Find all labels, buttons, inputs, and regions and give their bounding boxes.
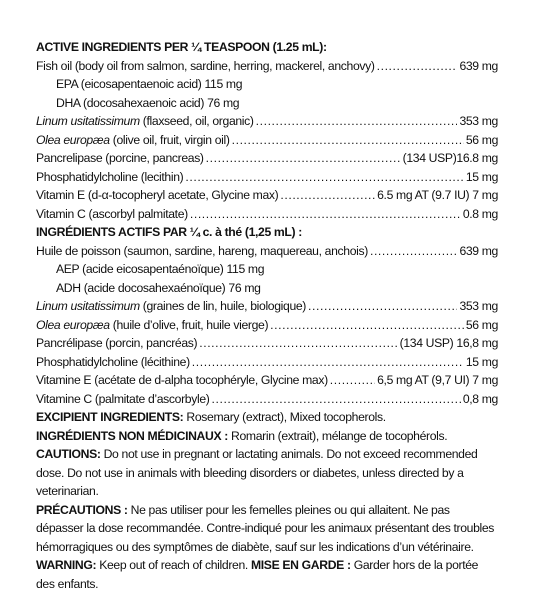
ingredient-amount: 0,8 mg [462, 391, 498, 406]
warning-label-en: WARNING: [36, 558, 97, 572]
leader-dots [232, 131, 464, 150]
ingredient-row-linum-en [36, 112, 498, 131]
leader-dots [377, 57, 458, 76]
ingredient-amount: 56 mg [465, 132, 498, 147]
ingredient-row-phosphatidylcholine-en [36, 168, 498, 187]
ingredient-amount: 6,5 mg AT (9,7 UI) 7 mg [377, 373, 498, 387]
leader-dots [270, 316, 464, 335]
sub-ingredient-adh-fr: ADH (acide docosahexaénoïque) 76 mg [56, 280, 261, 295]
ingredient-row-pancrelipase-en [36, 149, 498, 168]
ingredient-name [36, 297, 306, 316]
leader-dots [185, 168, 464, 187]
ingredient-name: Pancrelipase (porcine, pancreas) [36, 151, 204, 165]
leader-dots [190, 205, 461, 224]
ingredient-name: Pancrélipase (porcin, pancréas) [36, 336, 198, 350]
ingredient-desc: (huile d’olive, fruit, huile vierge) [109, 317, 269, 332]
ingredient-name [36, 131, 230, 150]
sub-ingredient-aep-fr: AEP (acide eicosapentaénoïque) 115 mg [56, 262, 265, 276]
ingredient-amount: 353 mg [459, 299, 498, 313]
ingredient-amount: 6.5 mg AT (9.7 IU) 7 mg [377, 188, 498, 202]
leader-dots [199, 334, 397, 353]
ingredient-row-vitamin-e-en [36, 186, 498, 205]
section-label: INGRÉDIENTS NON MÉDICINAUX : [36, 428, 228, 443]
warning-text-en: Keep out of reach of children. [96, 558, 251, 572]
ingredient-name [36, 316, 268, 335]
leader-dots [370, 242, 457, 261]
ingredient-name: Phosphatidylcholine (lécithine) [36, 354, 190, 369]
leader-dots [211, 390, 460, 409]
ingredient-row-vitamin-e-fr [36, 371, 498, 390]
ingredient-amount: (134 USP)16.8 mg [402, 151, 498, 165]
ingredient-row-phosphatidylcholine-fr [36, 353, 498, 372]
ingredient-row-fish-oil-fr [36, 242, 498, 261]
section-text: Rosemary (extract), Mixed tocopherols. [183, 410, 386, 424]
ingredient-row-vitamin-c-fr [36, 390, 498, 409]
latin-name: Olea europæa [36, 132, 110, 147]
warning-text-fr: Garder hors de la portée des enfants. [36, 558, 479, 591]
ingredient-amount: 0.8 mg [462, 206, 498, 221]
ingredient-amount: 15 mg [465, 354, 498, 369]
ingredient-name: Vitamine C (palmitate d’ascorbyle) [36, 391, 210, 406]
ingredient-desc: (olive oil, fruit, virgin oil) [109, 132, 230, 147]
ingredient-row-olea-en [36, 131, 498, 150]
leader-dots [308, 297, 457, 316]
section-text: Do not use in pregnant or lactating animals. Do not exceed recommended dose. Do not use in animals with bleeding disorders or diabetes, unless directed by a veterinarian. [36, 447, 478, 498]
active-ingredients-heading-en: ACTIVE INGREDIENTS PER ¼ TEASPOON (1.25 mL): [36, 40, 327, 54]
cautions-warning-block [36, 501, 498, 594]
ingredient-amount: 639 mg [459, 243, 498, 258]
section-label: PRÉCAUTIONS : [36, 502, 128, 517]
sub-ingredient-dha-en: DHA (docosahexaenoic acid) 76 mg [56, 95, 240, 110]
ingredient-name [36, 112, 254, 131]
ingredient-amount: (134 USP) 16,8 mg [399, 336, 498, 350]
leader-dots [256, 112, 458, 131]
ingredient-name: Huile de poisson (saumon, sardine, hareng, maquereau, anchois) [36, 243, 368, 258]
leader-dots [280, 186, 375, 205]
excipient-ingredients-en [36, 408, 498, 427]
leader-dots [330, 371, 375, 390]
sub-ingredient-epa-en: EPA (eicosapentaenoic acid) 115 mg [56, 77, 243, 91]
latin-name: Linum usitatissimum [36, 114, 140, 128]
ingredient-amount: 353 mg [459, 114, 498, 128]
ingredient-name: Vitamin C (ascorbyl palmitate) [36, 206, 188, 221]
ingredient-amount: 15 mg [465, 169, 498, 184]
ingredient-name: Vitamin E (d-α-tocopheryl acetate, Glycine max) [36, 188, 279, 202]
leader-dots [192, 353, 464, 372]
section-label: CAUTIONS: [36, 447, 101, 461]
ingredient-amount: 56 mg [465, 317, 498, 332]
section-text: Romarin (extrait), mélange de tocophérols. [227, 428, 448, 443]
excipient-ingredients-fr [36, 427, 498, 446]
ingredient-amount: 639 mg [459, 58, 498, 73]
cautions-en [36, 445, 498, 501]
ingredient-desc: (flaxseed, oil, organic) [139, 114, 254, 128]
ingredient-name: Phosphatidylcholine (lecithin) [36, 169, 184, 184]
section-text: Ne pas utiliser pour les femelles pleines ou qui allaitent. Ne pas dépasser la dose recommandée. Contre-indiqué pour les animaux présentant des troubles hémorragiques ou des symptômes de diabète, sauf sur les indications d’un vétérinaire. [36, 502, 495, 554]
leader-dots [206, 149, 401, 168]
section-label: EXCIPIENT INGREDIENTS: [36, 410, 184, 424]
ingredient-row-vitamin-c-en [36, 205, 498, 224]
warning-label-fr: MISE EN GARDE : [250, 558, 351, 572]
ingredient-row-pancrelipase-fr [36, 334, 498, 353]
active-ingredients-heading-fr: INGRÉDIENTS ACTIFS PAR ¼ c. à thé (1,25 mL) : [36, 225, 302, 239]
ingredient-name: Fish oil (body oil from salmon, sardine, herring, mackerel, anchovy) [36, 58, 375, 73]
ingredient-desc: (graines de lin, huile, biologique) [139, 299, 307, 313]
ingredient-row-linum-fr [36, 297, 498, 316]
latin-name: Olea europæa [36, 317, 110, 332]
ingredient-row-fish-oil-en [36, 57, 498, 76]
ingredient-name: Vitamine E (acétate de d-alpha tocophéryle, Glycine max) [36, 373, 328, 387]
supplement-facts-label [36, 38, 498, 593]
latin-name: Linum usitatissimum [36, 299, 140, 313]
ingredient-row-olea-fr [36, 316, 498, 335]
